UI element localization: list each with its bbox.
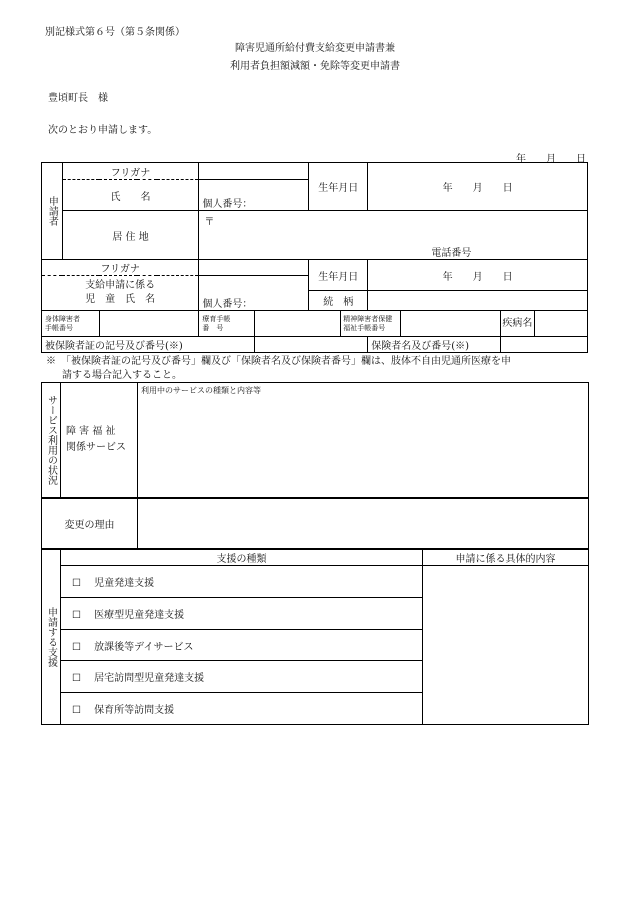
form-number: 別記様式第６号（第５条関係）	[45, 27, 185, 38]
form-title-line2: 利用者負担額減額・免除等変更申請書	[230, 61, 400, 72]
rehab-handbook-label-line2: 番 号	[202, 323, 224, 332]
change-reason-field[interactable]	[138, 499, 589, 549]
applicant-address-label: 居 住 地	[62, 211, 199, 260]
support-details-header: 申請に係る具体的内容	[423, 550, 589, 566]
relation-label: 続 柄	[309, 291, 368, 311]
checkbox-icon[interactable]: ☐	[72, 673, 81, 684]
service-usage-section	[42, 383, 61, 498]
phone-label: 電話番号	[431, 248, 472, 259]
service-usage-table	[41, 382, 589, 498]
applicant-furigana-field[interactable]	[199, 163, 309, 180]
checkbox-icon[interactable]: ☐	[72, 578, 81, 589]
child-name-label-line2: 児 童 氏 名	[85, 294, 156, 305]
checkbox-icon[interactable]: ☐	[72, 641, 81, 653]
applicant-name-label: 氏 名	[62, 180, 199, 211]
addressee: 豊頃町長 様	[48, 93, 108, 104]
applicant-table	[41, 162, 588, 353]
rehab-handbook-label-line1: 療育手帳	[202, 314, 231, 323]
support-item[interactable]	[61, 661, 423, 693]
application-date: 年 月 日	[516, 154, 586, 165]
support-item-label: 放課後等デイサービス	[94, 641, 194, 653]
insured-number-field[interactable]	[255, 337, 368, 353]
insurer-field[interactable]	[500, 337, 587, 353]
child-birthdate-label: 生年月日	[309, 260, 368, 291]
physical-handbook-field[interactable]	[99, 311, 198, 337]
support-item[interactable]	[61, 693, 423, 725]
mental-handbook-label	[341, 311, 401, 337]
form-title-line1: 障害児通所給付費支給変更申請書兼	[235, 43, 395, 54]
service-category-line1: 障 害 福 祉	[66, 426, 116, 437]
insured-number-label: 被保険者証の記号及び番号(※)	[42, 337, 255, 353]
note-line1: ※ 「被保険者証の記号及び番号」欄及び「保険者名及び保険者番号」欄は、肢体不自由児通所医療を申	[46, 356, 511, 367]
applicant-birthdate-value: 年 月 日	[442, 183, 513, 194]
applicant-birthdate-field[interactable]	[368, 163, 588, 211]
support-item[interactable]	[61, 630, 423, 661]
child-name-label-line1: 支給申請に係る	[85, 280, 156, 291]
rehab-handbook-label	[199, 311, 255, 337]
relation-field[interactable]	[368, 291, 588, 311]
mental-handbook-label-line1: 精神障害者保健	[343, 314, 393, 323]
applicant-section	[42, 163, 63, 260]
mental-handbook-label-line2: 福祉手帳番号	[343, 323, 386, 332]
applicant-birthdate-label: 生年月日	[309, 163, 368, 211]
applicant-name-field[interactable]	[199, 180, 309, 211]
support-item-label: 居宅訪問型児童発達支援	[94, 673, 205, 684]
child-furigana-field[interactable]	[199, 260, 309, 276]
support-item-label: 保育所等訪問支援	[94, 705, 175, 716]
intro-text: 次のとおり申請します。	[48, 125, 158, 136]
physical-handbook-label-line1: 身体障害者	[45, 314, 80, 323]
applicant-section-label: 申請者	[46, 196, 58, 226]
child-personal-number-label: 個人番号：	[202, 299, 253, 310]
service-content-field[interactable]	[138, 383, 589, 498]
change-reason-table	[41, 498, 589, 549]
postal-mark: 〒	[204, 217, 215, 228]
support-details-field[interactable]	[423, 566, 589, 725]
child-name-label	[42, 276, 199, 311]
rehab-handbook-field[interactable]	[255, 311, 341, 337]
applicant-address-field[interactable]	[199, 211, 588, 260]
disease-name-label: 疾病名	[500, 311, 534, 337]
checkbox-icon[interactable]: ☐	[72, 610, 81, 621]
child-furigana-label: フリガナ	[42, 260, 199, 276]
physical-handbook-label	[42, 311, 100, 337]
support-item-label: 医療型児童発達支援	[94, 610, 185, 621]
applicant-furigana-label: フリガナ	[62, 163, 199, 180]
support-section	[42, 550, 61, 725]
child-name-field[interactable]	[199, 276, 309, 311]
service-category-label	[61, 383, 138, 498]
support-section-label: 申請する支援	[45, 607, 57, 667]
service-usage-section-label: サービス利用の状況	[45, 395, 57, 485]
physical-handbook-label-line2: 手帳番号	[45, 323, 73, 332]
support-item[interactable]	[61, 566, 423, 598]
applicant-personal-number-label: 個人番号：	[202, 199, 253, 210]
change-reason-label: 変更の理由	[42, 499, 138, 549]
child-birthdate-field[interactable]	[368, 260, 588, 291]
mental-handbook-field[interactable]	[401, 311, 500, 337]
support-table	[41, 549, 589, 725]
support-item[interactable]	[61, 598, 423, 630]
note-line2: 請する場合記入すること。	[62, 370, 182, 381]
child-birthdate-value: 年 月 日	[442, 271, 513, 283]
support-type-header: 支援の種類	[61, 550, 423, 566]
service-category-line2: 関係サービス	[66, 442, 126, 453]
checkbox-icon[interactable]: ☐	[72, 705, 81, 716]
insurer-label: 保険者名及び番号(※)	[368, 337, 501, 353]
support-item-label: 児童発達支援	[94, 578, 155, 589]
service-content-label: 利用中のサービスの種類と内容等	[141, 386, 261, 395]
disease-name-field[interactable]	[534, 311, 587, 337]
